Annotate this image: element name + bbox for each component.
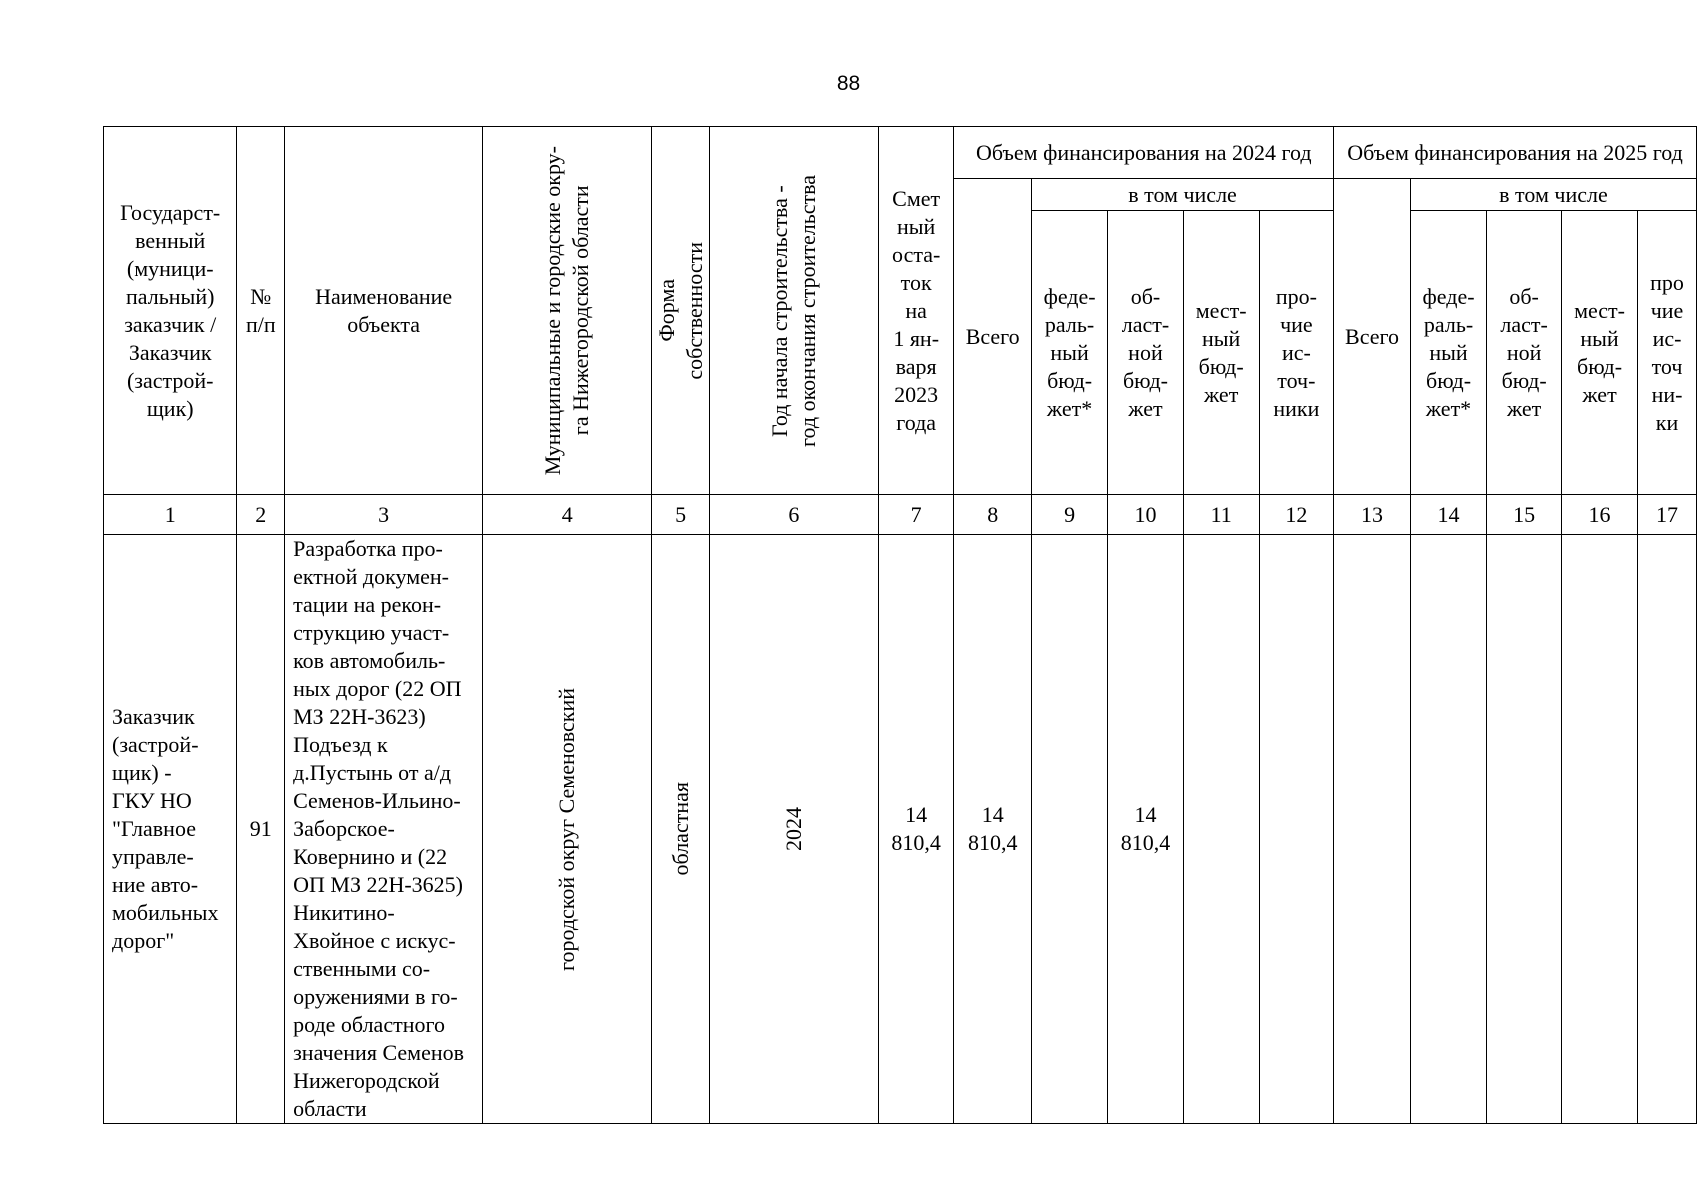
column-number: 14	[1410, 495, 1486, 535]
header-ownership: Форма собственности	[652, 127, 710, 495]
column-number: 4	[483, 495, 652, 535]
header-total-2025: Всего	[1334, 179, 1411, 495]
header-federal-2024: феде- раль- ный бюд- жет*	[1031, 211, 1107, 495]
column-number: 11	[1183, 495, 1259, 535]
header-number: № п/п	[237, 127, 285, 495]
header-years: Год начала строительства - год окончания строительства	[709, 127, 878, 495]
cell-local-2025	[1562, 535, 1638, 1124]
header-estimated-balance: Смет ный оста- ток на 1 ян- варя 2023 года	[878, 127, 954, 495]
page-number: 88	[836, 72, 861, 95]
column-number: 16	[1562, 495, 1638, 535]
column-number: 2	[237, 495, 285, 535]
column-number: 6	[709, 495, 878, 535]
cell-federal-2025	[1410, 535, 1486, 1124]
cell-years: 2024	[709, 535, 878, 1124]
cell-total-2025	[1334, 535, 1411, 1124]
column-number: 8	[954, 495, 1032, 535]
cell-local-2024	[1183, 535, 1259, 1124]
table-row	[104, 535, 1697, 1124]
header-total-2024: Всего	[954, 179, 1032, 495]
header-other-2025: про чие ис- точ ни- ки	[1638, 211, 1697, 495]
column-number: 1	[104, 495, 237, 535]
cell-other-2025	[1638, 535, 1697, 1124]
column-number: 15	[1487, 495, 1562, 535]
column-number: 13	[1334, 495, 1411, 535]
cell-regional-2024: 14 810,4	[1108, 535, 1184, 1124]
column-number: 9	[1031, 495, 1107, 535]
column-number: 10	[1108, 495, 1184, 535]
financing-table	[103, 126, 1697, 1124]
column-number: 5	[652, 495, 710, 535]
header-local-2025: мест- ный бюд- жет	[1562, 211, 1638, 495]
column-number: 7	[878, 495, 954, 535]
cell-customer: Заказчик (застрой- щик) - ГКУ НО "Главное управле- ние авто- мобильных дорог"	[104, 535, 237, 1124]
header-municipality: Муниципальные и городские окру- га Нижегородской области	[483, 127, 652, 495]
header-including-2024: в том числе	[1031, 179, 1333, 211]
cell-number: 91	[237, 535, 285, 1124]
column-number-row	[104, 495, 1697, 535]
header-funding-2024: Объем финансирования на 2024 год	[954, 127, 1334, 179]
column-number: 12	[1259, 495, 1333, 535]
cell-total-2024: 14 810,4	[954, 535, 1032, 1124]
header-federal-2025: феде- раль- ный бюд- жет*	[1410, 211, 1486, 495]
header-funding-2025: Объем финансирования на 2025 год	[1334, 127, 1697, 179]
cell-ownership: областная	[652, 535, 710, 1124]
column-number: 3	[285, 495, 483, 535]
header-local-2024: мест- ный бюд- жет	[1183, 211, 1259, 495]
header-row-1	[104, 127, 1697, 179]
column-number: 17	[1638, 495, 1697, 535]
header-other-2024: про- чие ис- точ- ники	[1259, 211, 1333, 495]
cell-regional-2025	[1487, 535, 1562, 1124]
header-regional-2025: об- ласт- ной бюд- жет	[1487, 211, 1562, 495]
header-regional-2024: об- ласт- ной бюд- жет	[1108, 211, 1184, 495]
header-customer: Государст- венный (муници- пальный) заказчик / Заказчик (застрой- щик)	[104, 127, 237, 495]
cell-federal-2024	[1031, 535, 1107, 1124]
cell-municipality: городской округ Семеновский	[483, 535, 652, 1124]
cell-object-name: Разработка про- ектной докумен- тации на рекон- струкцию участ- ков автомобиль- ных дорог (22 ОП МЗ 22Н-3623) Подъезд к д.Пустынь от а/д Семенов-Ильино- Заборское- Ковернино и (22 ОП МЗ 22Н-3625) Никитино- Хвойное с искус- ственными со- оружениями в го- роде областного значения Семенов Нижегородской области	[285, 535, 483, 1124]
header-object-name: Наименование объекта	[285, 127, 483, 495]
cell-estimated-balance: 14 810,4	[878, 535, 954, 1124]
header-including-2025: в том числе	[1410, 179, 1696, 211]
cell-other-2024	[1259, 535, 1333, 1124]
